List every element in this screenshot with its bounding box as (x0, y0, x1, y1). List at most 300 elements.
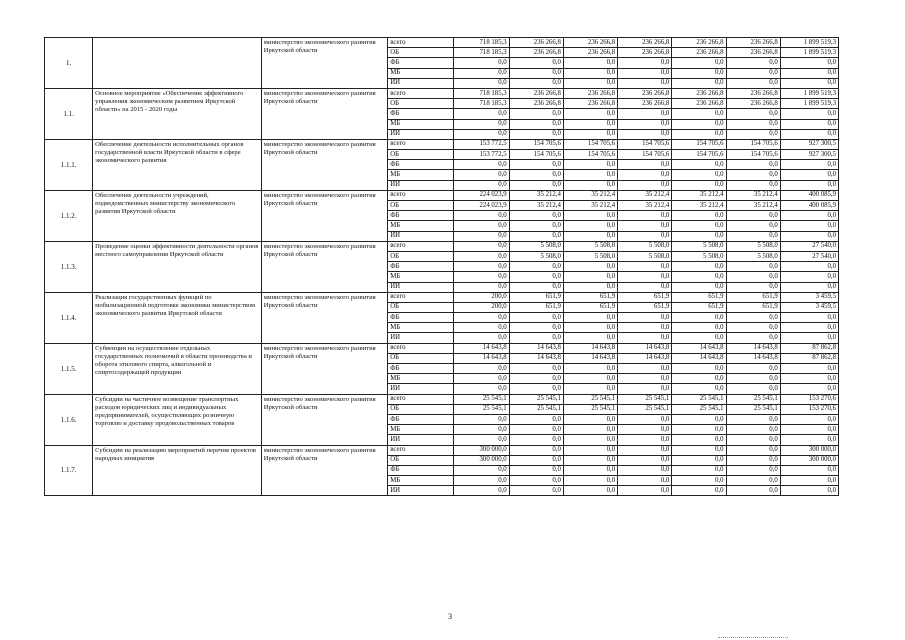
year-value-cell: 224 023,9 (453, 201, 509, 211)
total-value-cell: 1 899 519,3 (780, 48, 838, 58)
year-value-cell: 154 705,6 (509, 150, 563, 160)
year-value-cell: 5 508,0 (509, 251, 563, 261)
total-value-cell: 0,0 (780, 476, 838, 486)
year-value-cell: 0,0 (618, 170, 672, 180)
responsible-executor: министерство экономического развития Иркутской области (261, 241, 387, 292)
total-value-cell: 153 270,6 (780, 404, 838, 414)
year-value-cell: 0,0 (618, 486, 672, 496)
year-value-cell: 0,0 (509, 313, 563, 323)
funding-source: ОБ (388, 251, 453, 261)
year-value-cell: 0,0 (563, 465, 617, 475)
year-value-cell: 0,0 (618, 119, 672, 129)
year-value-cell: 0,0 (726, 364, 780, 374)
year-value-cell: 0,0 (453, 58, 509, 68)
total-value-cell: 0,0 (780, 313, 838, 323)
total-value-cell: 0,0 (780, 323, 838, 333)
year-value-cell: 0,0 (509, 221, 563, 231)
year-value-cell: 35 212,4 (672, 190, 726, 200)
funding-source: ФБ (388, 160, 453, 170)
year-value-cell: 0,0 (563, 262, 617, 272)
funding-source: ОБ (388, 353, 453, 363)
year-value-cell: 0,0 (563, 170, 617, 180)
year-value-cell: 718 185,3 (453, 38, 509, 48)
year-value-cell: 651,9 (509, 292, 563, 302)
year-value-cell: 0,0 (672, 129, 726, 139)
year-value-cell: 25 545,1 (509, 394, 563, 404)
funding-source: ФБ (388, 211, 453, 221)
responsible-executor: министерство экономического развития Иркутской области (261, 38, 387, 89)
year-value-cell: 35 212,4 (509, 190, 563, 200)
year-value-cell: 154 705,6 (726, 139, 780, 149)
funding-source: ИИ (388, 129, 453, 139)
total-value-cell: 0,0 (780, 129, 838, 139)
year-value-cell: 0,0 (726, 333, 780, 343)
year-value-cell: 0,0 (453, 272, 509, 282)
year-value-cell: 0,0 (509, 262, 563, 272)
funding-source: всего (388, 343, 453, 353)
year-value-cell: 0,0 (618, 262, 672, 272)
year-value-cell: 0,0 (509, 323, 563, 333)
year-value-cell: 0,0 (618, 313, 672, 323)
funding-source: всего (388, 292, 453, 302)
year-value-cell: 0,0 (672, 323, 726, 333)
year-value-cell: 0,0 (563, 78, 617, 88)
row-number: 1. (45, 38, 93, 89)
row-number: 1.1.3. (45, 241, 93, 292)
funding-source: МБ (388, 68, 453, 78)
year-value-cell: 0,0 (509, 231, 563, 241)
total-value-cell: 0,0 (780, 109, 838, 119)
year-value-cell: 236 266,8 (563, 38, 617, 48)
year-value-cell: 236 266,8 (672, 99, 726, 109)
funding-source: МБ (388, 323, 453, 333)
year-value-cell: 236 266,8 (509, 48, 563, 58)
year-value-cell: 651,9 (618, 302, 672, 312)
year-value-cell: 0,0 (726, 58, 780, 68)
year-value-cell: 0,0 (672, 425, 726, 435)
year-value-cell: 14 643,8 (453, 343, 509, 353)
year-value-cell: 0,0 (453, 465, 509, 475)
year-value-cell: 0,0 (563, 119, 617, 129)
year-value-cell: 0,0 (453, 313, 509, 323)
total-value-cell: 0,0 (780, 374, 838, 384)
year-value-cell: 718 185,3 (453, 99, 509, 109)
year-value-cell: 0,0 (618, 323, 672, 333)
total-value-cell: 0,0 (780, 282, 838, 292)
total-value-cell: 400 085,9 (780, 190, 838, 200)
year-value-cell: 0,0 (726, 445, 780, 455)
year-value-cell: 0,0 (509, 180, 563, 190)
year-value-cell: 0,0 (453, 109, 509, 119)
year-value-cell: 0,0 (453, 129, 509, 139)
year-value-cell: 0,0 (726, 425, 780, 435)
funding-source: ОБ (388, 201, 453, 211)
year-value-cell: 0,0 (453, 160, 509, 170)
year-value-cell: 0,0 (726, 170, 780, 180)
year-value-cell: 0,0 (509, 435, 563, 445)
year-value-cell: 25 545,1 (672, 394, 726, 404)
total-value-cell: 0,0 (780, 425, 838, 435)
year-value-cell: 14 643,8 (726, 343, 780, 353)
total-value-cell: 300 000,0 (780, 455, 838, 465)
funding-source: ОБ (388, 99, 453, 109)
year-value-cell: 0,0 (618, 364, 672, 374)
year-value-cell: 0,0 (672, 435, 726, 445)
year-value-cell: 0,0 (672, 170, 726, 180)
year-value-cell: 224 023,9 (453, 190, 509, 200)
year-value-cell: 35 212,4 (672, 201, 726, 211)
year-value-cell: 0,0 (618, 333, 672, 343)
year-value-cell: 0,0 (726, 262, 780, 272)
responsible-executor: министерство экономического развития Иркутской области (261, 445, 387, 496)
year-value-cell: 236 266,8 (726, 38, 780, 48)
year-value-cell: 718 185,3 (453, 48, 509, 58)
year-value-cell: 236 266,8 (618, 99, 672, 109)
year-value-cell: 0,0 (453, 425, 509, 435)
total-value-cell: 3 459,5 (780, 302, 838, 312)
year-value-cell: 0,0 (618, 160, 672, 170)
total-value-cell: 0,0 (780, 486, 838, 496)
total-value-cell: 87 862,8 (780, 343, 838, 353)
year-value-cell: 0,0 (563, 425, 617, 435)
year-value-cell: 0,0 (672, 476, 726, 486)
year-value-cell: 25 545,1 (563, 404, 617, 414)
activity-name: Проведение оценки эффективности деятельности органов местного самоуправления Иркутской области (93, 241, 262, 292)
year-value-cell: 35 212,4 (563, 201, 617, 211)
funding-source: МБ (388, 119, 453, 129)
total-value-cell: 0,0 (780, 333, 838, 343)
year-value-cell: 5 508,0 (563, 241, 617, 251)
total-value-cell: 927 300,5 (780, 150, 838, 160)
funding-source: МБ (388, 476, 453, 486)
total-value-cell: 1 899 519,3 (780, 38, 838, 48)
year-value-cell: 0,0 (618, 58, 672, 68)
year-value-cell: 651,9 (726, 292, 780, 302)
year-value-cell: 0,0 (509, 486, 563, 496)
total-value-cell: 0,0 (780, 414, 838, 424)
funding-source: МБ (388, 170, 453, 180)
year-value-cell: 0,0 (453, 364, 509, 374)
bottom-dotted-line (718, 637, 788, 638)
year-value-cell: 0,0 (509, 78, 563, 88)
year-value-cell: 0,0 (509, 455, 563, 465)
budget-table (44, 37, 839, 496)
year-value-cell: 651,9 (672, 302, 726, 312)
funding-source: всего (388, 241, 453, 251)
funding-source: всего (388, 445, 453, 455)
funding-source: ИИ (388, 231, 453, 241)
responsible-executor: министерство экономического развития Иркутской области (261, 292, 387, 343)
year-value-cell: 0,0 (726, 211, 780, 221)
year-value-cell: 0,0 (563, 58, 617, 68)
funding-source: всего (388, 139, 453, 149)
year-value-cell: 0,0 (672, 313, 726, 323)
table-row (45, 139, 839, 149)
total-value-cell: 27 540,0 (780, 251, 838, 261)
year-value-cell: 0,0 (726, 78, 780, 88)
year-value-cell: 0,0 (509, 333, 563, 343)
year-value-cell: 0,0 (726, 414, 780, 424)
year-value-cell: 0,0 (618, 384, 672, 394)
year-value-cell: 0,0 (509, 384, 563, 394)
funding-source: ОБ (388, 404, 453, 414)
row-number: 1.1.7. (45, 445, 93, 496)
year-value-cell: 0,0 (563, 109, 617, 119)
year-value-cell: 0,0 (563, 445, 617, 455)
responsible-executor: министерство экономического развития Иркутской области (261, 190, 387, 241)
year-value-cell: 0,0 (618, 465, 672, 475)
funding-source: ИИ (388, 435, 453, 445)
table-row (45, 88, 839, 98)
year-value-cell: 0,0 (453, 384, 509, 394)
year-value-cell: 200,0 (453, 292, 509, 302)
year-value-cell: 14 643,8 (563, 353, 617, 363)
year-value-cell: 236 266,8 (726, 48, 780, 58)
year-value-cell: 0,0 (563, 211, 617, 221)
year-value-cell: 0,0 (672, 78, 726, 88)
year-value-cell: 25 545,1 (726, 394, 780, 404)
year-value-cell: 651,9 (618, 292, 672, 302)
year-value-cell: 0,0 (726, 465, 780, 475)
year-value-cell: 0,0 (672, 109, 726, 119)
year-value-cell: 25 545,1 (618, 404, 672, 414)
total-value-cell: 0,0 (780, 384, 838, 394)
year-value-cell: 14 643,8 (509, 353, 563, 363)
total-value-cell: 0,0 (780, 231, 838, 241)
year-value-cell: 14 643,8 (618, 353, 672, 363)
year-value-cell: 300 000,0 (453, 445, 509, 455)
year-value-cell: 0,0 (453, 251, 509, 261)
year-value-cell: 0,0 (509, 476, 563, 486)
total-value-cell: 27 540,0 (780, 241, 838, 251)
year-value-cell: 14 643,8 (618, 343, 672, 353)
year-value-cell: 0,0 (726, 68, 780, 78)
funding-source: ФБ (388, 58, 453, 68)
row-number: 1.1.6. (45, 394, 93, 445)
total-value-cell: 400 085,9 (780, 201, 838, 211)
funding-source: ФБ (388, 313, 453, 323)
year-value-cell: 25 545,1 (563, 394, 617, 404)
year-value-cell: 0,0 (672, 374, 726, 384)
total-value-cell: 87 862,8 (780, 353, 838, 363)
year-value-cell: 0,0 (509, 414, 563, 424)
year-value-cell: 0,0 (563, 68, 617, 78)
year-value-cell: 0,0 (563, 364, 617, 374)
year-value-cell: 0,0 (453, 333, 509, 343)
year-value-cell: 154 705,6 (509, 139, 563, 149)
funding-source: МБ (388, 374, 453, 384)
responsible-executor: министерство экономического развития Иркутской области (261, 88, 387, 139)
year-value-cell: 236 266,8 (618, 88, 672, 98)
activity-name (93, 38, 262, 89)
total-value-cell: 0,0 (780, 78, 838, 88)
year-value-cell: 0,0 (672, 272, 726, 282)
funding-source: ИИ (388, 333, 453, 343)
total-value-cell: 1 899 519,3 (780, 88, 838, 98)
total-value-cell: 153 270,6 (780, 394, 838, 404)
year-value-cell: 236 266,8 (509, 38, 563, 48)
total-value-cell: 927 300,5 (780, 139, 838, 149)
funding-source: ФБ (388, 414, 453, 424)
year-value-cell: 0,0 (726, 455, 780, 465)
total-value-cell: 0,0 (780, 465, 838, 475)
year-value-cell: 236 266,8 (563, 48, 617, 58)
year-value-cell: 0,0 (672, 180, 726, 190)
year-value-cell: 0,0 (672, 160, 726, 170)
row-number: 1.1.5. (45, 343, 93, 394)
year-value-cell: 0,0 (726, 119, 780, 129)
year-value-cell: 0,0 (509, 68, 563, 78)
year-value-cell: 651,9 (563, 302, 617, 312)
year-value-cell: 0,0 (618, 78, 672, 88)
total-value-cell: 0,0 (780, 180, 838, 190)
year-value-cell: 0,0 (509, 282, 563, 292)
year-value-cell: 0,0 (453, 435, 509, 445)
table-body (45, 38, 839, 496)
year-value-cell: 154 705,6 (726, 150, 780, 160)
year-value-cell: 0,0 (618, 272, 672, 282)
page-number: 3 (448, 612, 452, 621)
year-value-cell: 0,0 (618, 129, 672, 139)
year-value-cell: 0,0 (726, 272, 780, 282)
year-value-cell: 0,0 (672, 262, 726, 272)
year-value-cell: 0,0 (563, 323, 617, 333)
year-value-cell: 0,0 (509, 109, 563, 119)
year-value-cell: 236 266,8 (618, 48, 672, 58)
year-value-cell: 0,0 (563, 272, 617, 282)
year-value-cell: 0,0 (509, 465, 563, 475)
year-value-cell: 0,0 (726, 160, 780, 170)
activity-name: Реализация государственных функций по мобилизационной подготовке экономики министерством экономического развития Иркутской области (93, 292, 262, 343)
year-value-cell: 25 545,1 (726, 404, 780, 414)
year-value-cell: 0,0 (563, 282, 617, 292)
total-value-cell: 0,0 (780, 262, 838, 272)
year-value-cell: 14 643,8 (726, 353, 780, 363)
year-value-cell: 14 643,8 (563, 343, 617, 353)
year-value-cell: 0,0 (563, 333, 617, 343)
year-value-cell: 0,0 (453, 68, 509, 78)
funding-source: ИИ (388, 282, 453, 292)
year-value-cell: 14 643,8 (509, 343, 563, 353)
activity-name: Субсидии на частичное возмещение транспортных расходов юридических лиц и индивидуальных предпринимателей, осуществляющих розничную торговлю и доставку продовольственных товаров (93, 394, 262, 445)
year-value-cell: 0,0 (618, 282, 672, 292)
year-value-cell: 236 266,8 (726, 88, 780, 98)
year-value-cell: 0,0 (618, 425, 672, 435)
activity-name: Обеспечение деятельности учреждений, подведомственных министерству экономического развития Иркутской области (93, 190, 262, 241)
year-value-cell: 0,0 (726, 476, 780, 486)
year-value-cell: 0,0 (563, 414, 617, 424)
year-value-cell: 0,0 (453, 414, 509, 424)
year-value-cell: 25 545,1 (453, 404, 509, 414)
total-value-cell: 300 000,0 (780, 445, 838, 455)
funding-source: всего (388, 190, 453, 200)
row-number: 1.1.4. (45, 292, 93, 343)
year-value-cell: 5 508,0 (563, 251, 617, 261)
year-value-cell: 0,0 (672, 221, 726, 231)
year-value-cell: 35 212,4 (726, 190, 780, 200)
year-value-cell: 0,0 (726, 109, 780, 119)
year-value-cell: 0,0 (453, 476, 509, 486)
year-value-cell: 0,0 (453, 221, 509, 231)
funding-source: ИИ (388, 180, 453, 190)
year-value-cell: 0,0 (453, 282, 509, 292)
activity-name: Обеспечение деятельности исполнительных органов государственной власти Иркутской области в сфере экономического развития (93, 139, 262, 190)
year-value-cell: 0,0 (453, 211, 509, 221)
year-value-cell: 718 185,3 (453, 88, 509, 98)
year-value-cell: 200,0 (453, 302, 509, 312)
year-value-cell: 154 705,6 (672, 150, 726, 160)
year-value-cell: 0,0 (509, 160, 563, 170)
year-value-cell: 0,0 (563, 221, 617, 231)
total-value-cell: 0,0 (780, 68, 838, 78)
activity-name: Субвенции на осуществление отдельных государственных полномочий в области производства и оборота этилового спирта, алкогольной и спиртосодержащей продукции (93, 343, 262, 394)
year-value-cell: 0,0 (563, 180, 617, 190)
year-value-cell: 236 266,8 (672, 38, 726, 48)
year-value-cell: 0,0 (509, 119, 563, 129)
year-value-cell: 0,0 (509, 170, 563, 180)
year-value-cell: 651,9 (509, 302, 563, 312)
year-value-cell: 0,0 (618, 374, 672, 384)
year-value-cell: 0,0 (563, 455, 617, 465)
year-value-cell: 236 266,8 (618, 38, 672, 48)
total-value-cell: 0,0 (780, 160, 838, 170)
year-value-cell: 0,0 (672, 486, 726, 496)
funding-source: ИИ (388, 78, 453, 88)
year-value-cell: 0,0 (453, 241, 509, 251)
year-value-cell: 0,0 (509, 211, 563, 221)
year-value-cell: 0,0 (618, 445, 672, 455)
year-value-cell: 0,0 (672, 119, 726, 129)
year-value-cell: 0,0 (726, 323, 780, 333)
year-value-cell: 236 266,8 (509, 88, 563, 98)
year-value-cell: 236 266,8 (509, 99, 563, 109)
funding-source: МБ (388, 221, 453, 231)
year-value-cell: 300 000,0 (453, 455, 509, 465)
year-value-cell: 0,0 (509, 58, 563, 68)
year-value-cell: 0,0 (726, 231, 780, 241)
year-value-cell: 651,9 (563, 292, 617, 302)
year-value-cell: 0,0 (672, 465, 726, 475)
table-row (45, 292, 839, 302)
year-value-cell: 0,0 (726, 221, 780, 231)
responsible-executor: министерство экономического развития Иркутской области (261, 343, 387, 394)
year-value-cell: 0,0 (726, 435, 780, 445)
total-value-cell: 3 459,5 (780, 292, 838, 302)
year-value-cell: 5 508,0 (672, 241, 726, 251)
funding-source: всего (388, 394, 453, 404)
year-value-cell: 5 508,0 (726, 251, 780, 261)
year-value-cell: 0,0 (453, 180, 509, 190)
total-value-cell: 0,0 (780, 211, 838, 221)
funding-source: МБ (388, 425, 453, 435)
year-value-cell: 0,0 (618, 221, 672, 231)
table-row (45, 445, 839, 455)
year-value-cell: 0,0 (726, 313, 780, 323)
year-value-cell: 0,0 (618, 476, 672, 486)
funding-source: МБ (388, 272, 453, 282)
year-value-cell: 0,0 (726, 282, 780, 292)
year-value-cell: 14 643,8 (672, 353, 726, 363)
year-value-cell: 0,0 (563, 129, 617, 139)
year-value-cell: 35 212,4 (618, 190, 672, 200)
row-number: 1.1.1. (45, 139, 93, 190)
year-value-cell: 0,0 (453, 374, 509, 384)
year-value-cell: 0,0 (726, 486, 780, 496)
year-value-cell: 236 266,8 (563, 88, 617, 98)
table-row (45, 38, 839, 48)
funding-source: ИИ (388, 384, 453, 394)
year-value-cell: 236 266,8 (563, 99, 617, 109)
